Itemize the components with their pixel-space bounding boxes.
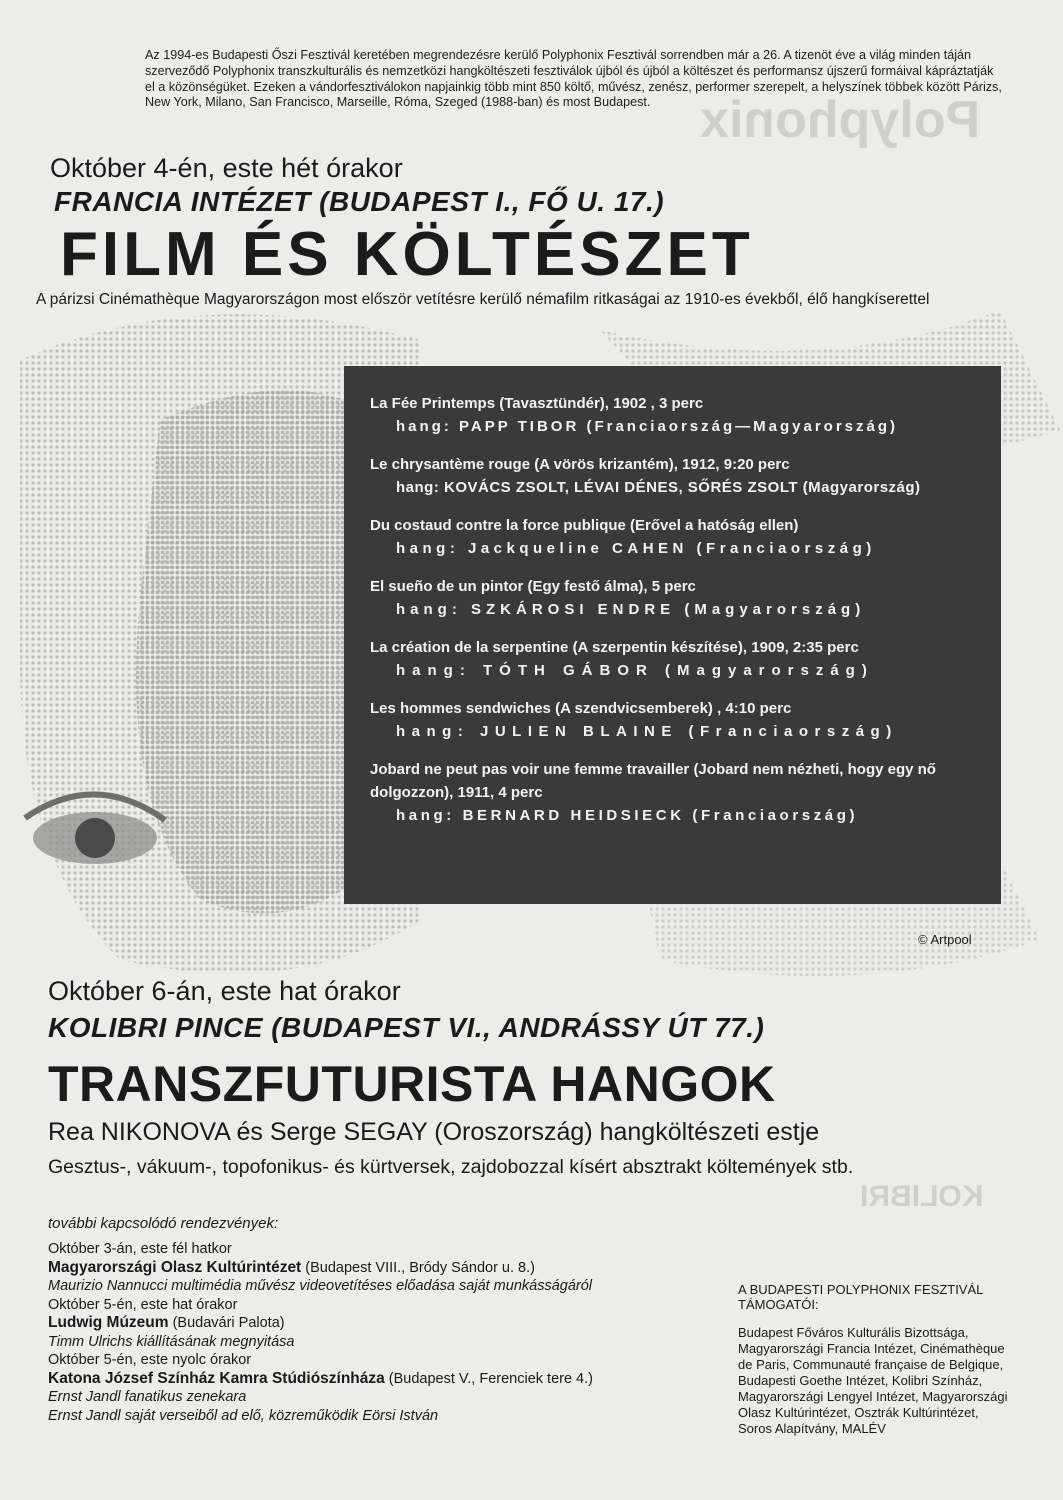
related-event-date: Október 5-én, este nyolc órakor bbox=[48, 1352, 252, 1368]
film-item bbox=[370, 392, 981, 438]
film-item bbox=[370, 636, 981, 682]
bleed-through-text: KOLIBRI bbox=[860, 1180, 984, 1213]
film-title: La création de la serpentine (A szerpentin készítése), 1909, 2:35 perc bbox=[370, 639, 859, 656]
film-program-box bbox=[344, 366, 1001, 904]
film-title: Le chrysantème rouge (A vörös krizantém), 1912, 9:20 perc bbox=[370, 456, 790, 473]
film-sound: hang: TÓTH GÁBOR (Magyarország) bbox=[396, 662, 874, 679]
intro-paragraph: Az 1994-es Budapesti Őszi Fesztivál keretében megrendezésre kerülő Polyphonix Fesztivál sorrendben már a 26. A tizenöt éve a világ minden táján szerveződő Polyphonix transzkulturális és nemzetközi hangköltészeti fesztiválok újból és újból a költészet és performansz újszerű formáival kápráztatják el a közönségüket. Ezeken a vándorfesztiválokon napjainkig több mint 850 költő, művész, zenész, performer szerepelt, a helyszínek többek között Párizs, New York, Milano, San Francisco, Marseille, Róma, Szeged (1988-ban) és most Budapest. bbox=[145, 48, 1002, 110]
film-item bbox=[370, 758, 981, 827]
related-event-place: Magyarországi Olasz Kultúrintézet bbox=[48, 1258, 302, 1276]
related-event-note: Timm Ulrichs kiállításának megnyitása bbox=[48, 1333, 295, 1350]
film-item bbox=[370, 697, 981, 743]
event2-venue: KOLIBRI PINCE (BUDAPEST VI., ANDRÁSSY ÚT 77.) bbox=[48, 1012, 765, 1043]
sponsors-list: Budapest Főváros Kulturális Bizottsága, Magyarországi Francia Intézet, Cinémathèque de Paris, Communauté française de Belgique, Budapesti Goethe Intézet, Kolibri Színház, Magyarországi Lengyel Intézet, Magyarországi Olasz Kultúrintézet, Osztrák Kultúrintézet, Soros Alapítvány, MALÉV bbox=[738, 1325, 1008, 1436]
film-title: Jobard ne peut pas voir une femme travailler (Jobard nem nézheti, hogy egy nő dolgozzon), 1911, 4 perc bbox=[370, 761, 936, 801]
event2-performers: Rea NIKONOVA és Serge SEGAY (Oroszország) hangköltészeti estje bbox=[48, 1118, 820, 1146]
event2-description: Gesztus-, vákuum-, topofonikus- és kürtversek, zajdobozzal kísért absztrakt költemények stb. bbox=[48, 1156, 854, 1178]
event2-title: TRANSZFUTURISTA HANGOK bbox=[48, 1056, 776, 1112]
related-event bbox=[48, 1240, 728, 1296]
film-title: Du costaud contre la force publique (Erővel a hatóság ellen) bbox=[370, 517, 799, 534]
event1-date: Október 4-én, este hét órakor bbox=[50, 153, 403, 183]
film-list bbox=[344, 366, 1001, 827]
related-event bbox=[48, 1296, 728, 1352]
related-event-date: Október 5-én, este hat órakor bbox=[48, 1296, 238, 1313]
related-event-date: Október 3-án, este fél hatkor bbox=[48, 1241, 232, 1257]
film-title: Les hommes sendwiches (A szendvicsemberek) , 4:10 perc bbox=[370, 700, 792, 717]
sponsors-heading: A BUDAPESTI POLYPHONIX FESZTIVÁL TÁMOGATÓI: bbox=[738, 1282, 983, 1312]
event1-title: FILM ÉS KÖLTÉSZET bbox=[60, 220, 754, 289]
event1-subtitle: A párizsi Cinémathèque Magyarországon most először vetítésre kerülő némafilm ritkaságai az 1910-es évekből, élő hangkíserettel bbox=[36, 291, 930, 308]
event2-date: Október 6-án, este hat órakor bbox=[48, 976, 401, 1006]
related-event-note: Ernst Jandl fanatikus zenekara bbox=[48, 1389, 247, 1405]
film-sound: hang: KOVÁCS ZSOLT, LÉVAI DÉNES, SŐRÉS ZSOLT (Magyarország) bbox=[396, 479, 921, 496]
related-event-address: (Budapest VIII., Bródy Sándor u. 8.) bbox=[301, 1259, 535, 1276]
film-item bbox=[370, 575, 981, 621]
related-event bbox=[48, 1351, 728, 1425]
event1-venue: FRANCIA INTÉZET (BUDAPEST I., FŐ U. 17.) bbox=[54, 186, 665, 217]
film-sound: hang: JULIEN BLAINE (Franciaország) bbox=[396, 723, 898, 740]
related-event-note: Maurizio Nannucci multimédia művész videovetítéses előadása saját munkásságáról bbox=[48, 1278, 593, 1294]
related-events-list bbox=[48, 1240, 728, 1425]
related-event-note: Ernst Jandl saját verseiből ad elő, közreműködik Eörsi István bbox=[48, 1407, 439, 1424]
related-events-heading: további kapcsolódó rendezvények: bbox=[48, 1215, 279, 1232]
film-sound: hang: BERNARD HEIDSIECK (Franciaország) bbox=[396, 807, 859, 824]
film-title: El sueño de un pintor (Egy festő álma), 5 perc bbox=[370, 578, 696, 595]
bleed-through-text: Polyphonix bbox=[700, 91, 981, 149]
film-sound: hang: PAPP TIBOR (Franciaország—Magyarország) bbox=[396, 418, 899, 435]
related-event-place: Katona József Színház Kamra Stúdiószínháza bbox=[48, 1369, 385, 1387]
film-item bbox=[370, 514, 981, 560]
film-sound: hang: SZKÁROSI ENDRE (Magyarország) bbox=[396, 601, 866, 618]
film-title: La Fée Printemps (Tavasztündér), 1902 , 3 perc bbox=[370, 395, 704, 412]
film-item bbox=[370, 453, 981, 499]
related-event-address: (Budapest V., Ferenciek tere 4.) bbox=[384, 1370, 593, 1387]
film-sound: hang: Jackqueline CAHEN (Franciaország) bbox=[396, 540, 876, 557]
copyright-credit: © Artpool bbox=[918, 932, 972, 947]
related-event-address: (Budavári Palota) bbox=[168, 1315, 285, 1331]
related-event-place: Ludwig Múzeum bbox=[48, 1314, 169, 1331]
